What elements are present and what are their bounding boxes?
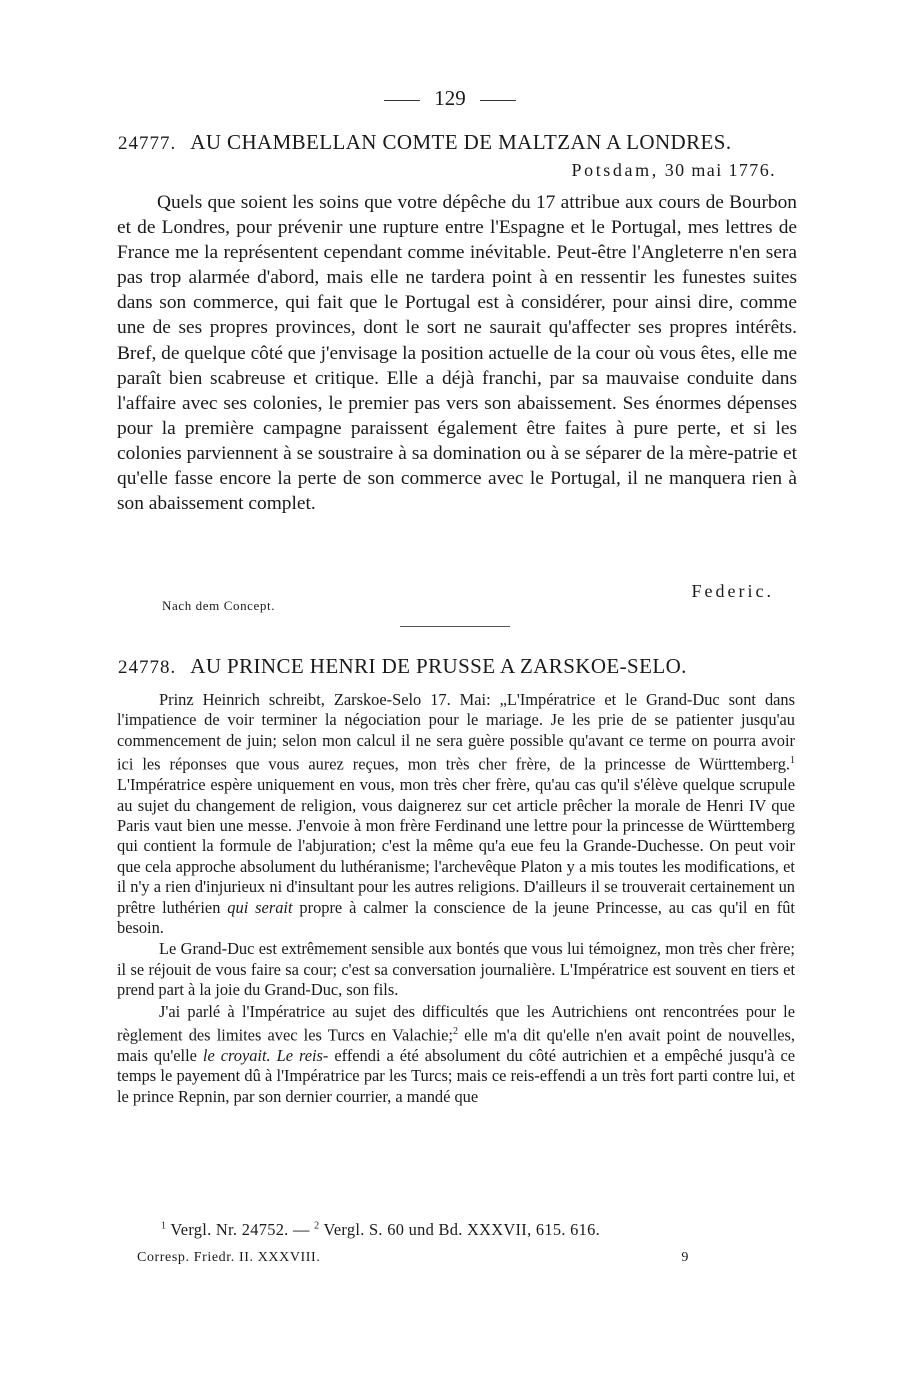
letter-1-signature: Federic. [691, 581, 774, 601]
page-number-dash-left [384, 100, 420, 101]
footnote-1-text: Vergl. Nr. 24752. — [170, 1220, 310, 1239]
letter-1-date: 30 mai 1776. [664, 160, 776, 180]
letter-2-title: AU PRINCE HENRI DE PRUSSE A ZARSKOE-SELO. [190, 654, 687, 678]
letter-2-heading [118, 654, 798, 679]
footnote-2-mark: 2 [314, 1220, 320, 1232]
p1-text-b: L'Impératrice espère uniquement en vous, mon très cher frère, qu'au cas qu'il s'élève quelque scrupule au sujet du changement de religion, vous daignerez sur cet article prêcher la morale de Henri IV que Paris vaut bien une messe. J'envoie à mon frère Ferdinand une lettre pour la princesse de Württemberg qui contient la formule de l'abjuration; c'est la même qu'a eue feu la Grande-Duchesse. On peut voir que cela approche absolument du luthéranisme; l'archevêque Platon y a mis toutes les modifications, et il n'y a rien d'injurieux ni d'insultant pour les autres religions. D'ailleurs il se trouverait certainement un prêtre luthérien [117, 775, 795, 917]
page-number-text: 129 [434, 86, 466, 110]
p3-text-b: elle m'a dit qu'elle n'en avait point de nouvelles, mais qu'elle [117, 1025, 795, 1065]
footnote-ref-1: 1 [790, 755, 795, 767]
section-divider [400, 626, 510, 627]
page-number-dash-right [480, 100, 516, 101]
page-footer [137, 1250, 689, 1266]
letter-1-heading [118, 130, 798, 155]
p1-text-c: propre à calmer la conscience de la jeune Princesse, au cas qu'il en fût besoin. [117, 897, 795, 937]
p3-text-c: effendi a été absolument du côté autrichien et a empêché jusqu'à ce temps le payement dû à l'Impératrice par les Turcs; mais ce reis-effendi a un très fort parti contre lui, et le prince Repnin, par son dernier courrier, a mandé que [117, 1045, 795, 1106]
letter-2-paragraph-3 [117, 1002, 795, 1108]
footnote-2-text: Vergl. S. 60 und Bd. XXXVII, 615. 616. [323, 1220, 601, 1239]
letter-1-paragraph: Quels que soient les soins que votre dépêche du 17 attribue aux cours de Bourbon et de Londres, pour prévenir une rupture entre l'Espagne et le Portugal, mes lettres de France me la représentent cependant comme inévitable. Peut-être l'Angleterre n'en sera pas trop alarmée d'abord, mais elle ne tardera point à en ressentir les funestes suites dans son commerce, qui fait que le Portugal est à considérer, pour ainsi dire, comme une de ses propres provinces, dont le sort ne saurait qu'affecter ses propres intérêts. Bref, de quelque côté que j'envisage la position actuelle de la cour où vous êtes, elle me paraît bien scabreuse et critique. Elle a déjà franchi, par sa mauvaise conduite dans l'affaire avec ses colonies, le premier pas vers son abaissement. Ses énormes dépenses pour la première campagne paraissent également être faites à pure perte, et si les colonies parviennent à se soustraire à sa domination ou à se séparer de la mère-patrie et qu'elle fasse encore la perte de son commerce avec le Portugal, il ne manquera rien à son abaissement complet. [117, 192, 797, 515]
p3-text-italic: le croyait. Le reis- [202, 1045, 329, 1065]
p3-text-a: J'ai parlé à l'Impératrice au sujet des difficultés que les Autrichiens ont rencontrées pour le règlement des limites avec les Turcs en Valachie; [117, 1001, 795, 1045]
signature-mark: 9 [681, 1250, 689, 1265]
letter-1-title: AU CHAMBELLAN COMTE DE MALTZAN A LONDRES. [190, 130, 732, 154]
footnotes [161, 1220, 600, 1240]
letter-2-paragraph-2: Le Grand-Duc est extrêmement sensible aux bontés que vous lui témoignez, mon très cher frère; il se réjouit de vous faire sa cour; c'est sa conversation journalière. L'Impératrice est souvent en tiers et prend part à la joie du Grand-Duc, son fils. [117, 939, 795, 1000]
footnote-1-mark: 1 [161, 1220, 167, 1232]
letter-1-body [117, 190, 797, 516]
letter-1-source-note: Nach dem Concept. [162, 598, 276, 613]
letter-2-number: 24778. [118, 657, 177, 678]
p1-text-italic: qui serait [220, 897, 300, 917]
p1-text-a: Prinz Heinrich schreibt, Zarskoe-Selo 17. Mai: „L'Impératrice et le Grand-Duc sont dans l'impatience de voir terminer la négociation pour le mariage. Je les prie de se patienter jusqu'au commencement de juin; selon mon calcul il ne sera guère possible qu'avant ce terme on pourra avoir ici les réponses que vous aurez reçues, mon très cher frère, de la princesse de Württemberg. [117, 690, 795, 774]
letter-2-paragraph-1 [117, 690, 795, 938]
letter-2-body [117, 690, 795, 1108]
footnote-ref-2: 2 [453, 1025, 458, 1037]
letter-1-dateline [571, 160, 776, 181]
letter-1-number: 24777. [118, 133, 177, 154]
collection-label: Corresp. Friedr. II. XXXVIII. [137, 1250, 321, 1265]
page-number [0, 86, 900, 111]
letter-1-place: Potsdam, [571, 160, 659, 180]
